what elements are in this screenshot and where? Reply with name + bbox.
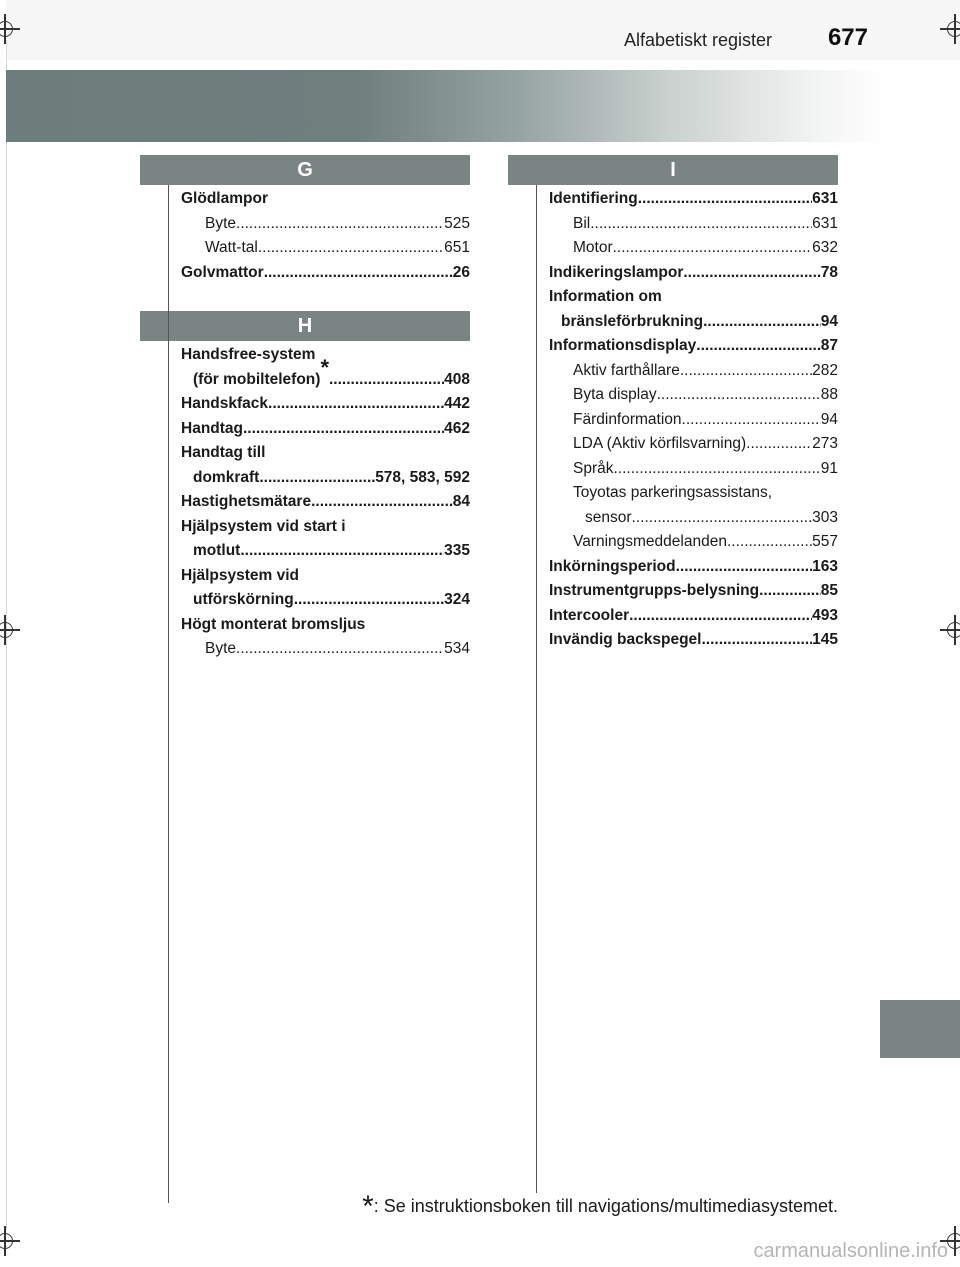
leader-dots (614, 457, 821, 482)
index-entry-term: Byte (205, 214, 237, 232)
index-entry (549, 457, 838, 482)
index-entry (549, 604, 838, 629)
leader-dots (258, 236, 444, 261)
index-entry-page: 324 (444, 591, 470, 608)
index-entry-term: domkraft (193, 468, 260, 486)
index-entry-term: Högt monterat bromsljus (181, 615, 366, 633)
page-number: 677 (827, 24, 868, 51)
leader-dots (264, 261, 453, 286)
index-entry-page: 85 (820, 582, 838, 599)
index-entry-term: LDA (Aktiv körfilsvarning) (573, 435, 747, 452)
index-entry-page: 303 (812, 508, 838, 526)
index-entry (549, 359, 838, 384)
index-entry-page: 525 (444, 214, 470, 232)
leader-dots (746, 432, 812, 457)
index-entry (549, 530, 838, 555)
index-entry-term: Varningsmeddelanden (573, 533, 727, 550)
index-entry-term: Aktiv farthållare (573, 361, 680, 379)
index-entry-page: 94 (820, 410, 838, 428)
index-entry (181, 613, 470, 638)
section-head-g: G (140, 155, 470, 185)
index-entry-term: bränsleförbrukning (561, 312, 704, 330)
footnote-text: : Se instruktionsboken till navigations/multimediasystemet. (373, 1196, 838, 1216)
index-entry-page: 163 (812, 557, 838, 575)
index-entry-page: 78 (820, 263, 838, 281)
index-entry-term: Hjälpsystem vid start i (181, 517, 346, 535)
leader-dots (590, 212, 812, 237)
footnote-ref-marker: * (320, 354, 329, 380)
leader-dots (236, 637, 444, 662)
index-entry-page: 26 (452, 263, 470, 281)
footnote-marker: * (362, 1190, 374, 1223)
registration-mark (0, 14, 20, 44)
thumb-index-tab (880, 1000, 960, 1058)
index-entry-term: Hastighetsmätare (181, 493, 312, 510)
leader-dots (629, 604, 812, 629)
index-entry (181, 441, 470, 466)
index-entry-term: Handsfree-system (181, 346, 316, 363)
index-entry (549, 212, 838, 237)
leader-dots (759, 579, 821, 604)
index-entry-term: Byte (205, 640, 237, 657)
index-entry (181, 236, 470, 261)
leader-dots (613, 236, 813, 261)
right-column-rule (536, 185, 537, 1193)
index-entry-page: 534 (444, 640, 470, 657)
index-entry (549, 310, 838, 335)
leader-dots (696, 334, 820, 359)
index-entry (549, 506, 838, 531)
leader-dots (683, 261, 820, 286)
index-entry (549, 261, 838, 286)
index-entry (549, 481, 838, 506)
index-entry-page: 493 (812, 606, 838, 624)
index-entry-page: 651 (444, 239, 470, 256)
index-entry-term: Handtag till (181, 444, 266, 461)
index-entry-term: Instrumentgrupps-belysning (549, 582, 760, 599)
leader-dots (682, 408, 821, 433)
index-entry-term: Hjälpsystem vid (181, 566, 300, 584)
index-entry (181, 637, 470, 662)
section-head-h: H (140, 311, 470, 341)
watermark: carmanualsonline.info (753, 1240, 948, 1262)
index-entry (181, 261, 470, 286)
index-entry (549, 408, 838, 433)
index-entry (549, 383, 838, 408)
index-entry-term: motlut (193, 542, 241, 559)
index-entry-page: 335 (444, 542, 470, 559)
index-entry-page: 84 (452, 493, 470, 510)
index-entry-page: 462 (444, 419, 470, 437)
registration-mark (0, 1226, 20, 1256)
index-entry (181, 564, 470, 589)
index-entry-term: Motor (573, 239, 613, 256)
registration-mark (940, 615, 960, 645)
index-entry (181, 515, 470, 540)
leader-dots (676, 555, 813, 580)
index-entry-term: Toyotas parkeringsassistans, (573, 484, 773, 501)
index-entry-term: Glödlampor (181, 190, 268, 207)
index-entry-term: Indikeringslampor (549, 263, 684, 281)
leader-dots (701, 628, 812, 653)
running-header-title: Alfabetiskt register (623, 30, 772, 50)
index-entry-term: Språk (573, 459, 614, 477)
index-entry-page: 88 (820, 386, 838, 403)
index-entry-page: 145 (812, 631, 838, 648)
index-entry (181, 392, 470, 417)
index-entry-page: 87 (820, 337, 838, 354)
index-entry-page: 408 (444, 370, 470, 388)
left-column-rule (168, 185, 169, 1203)
leader-dots (680, 359, 812, 384)
index-entry (549, 187, 838, 212)
index-list-h (181, 343, 470, 662)
leader-dots (240, 539, 444, 564)
index-entry (181, 466, 470, 491)
index-list-g (181, 187, 470, 285)
header-banner (6, 70, 886, 142)
index-entry-term: Handtag (181, 419, 243, 437)
index-entry (181, 490, 470, 515)
index-entry-page: 94 (820, 312, 838, 330)
leader-dots (727, 530, 812, 555)
index-entry (549, 285, 838, 310)
leader-dots (243, 417, 444, 442)
index-entry (181, 417, 470, 442)
index-entry-term: Handskfack (181, 395, 269, 412)
index-entry-page: 442 (444, 395, 470, 412)
leader-dots (259, 466, 375, 491)
index-entry-term: Byta display (573, 386, 657, 403)
index-entry-term: sensor (585, 508, 632, 526)
index-entry (181, 588, 470, 613)
index-entry-term: Intercooler (549, 606, 630, 624)
leader-dots (268, 392, 444, 417)
index-entry-term: Invändig backspegel (549, 631, 702, 648)
index-list-i (549, 187, 838, 653)
index-entry-page: 631 (812, 190, 838, 207)
index-entry-page: 282 (812, 361, 838, 379)
leader-dots (294, 588, 444, 613)
index-entry-page: 557 (812, 533, 838, 550)
leader-dots (657, 383, 821, 408)
leader-dots (236, 212, 444, 237)
registration-mark (940, 14, 960, 44)
index-entry (549, 628, 838, 653)
index-entry-page: 578, 583, 592 (375, 468, 470, 486)
index-entry (181, 539, 470, 564)
index-entry (181, 212, 470, 237)
index-entry-term: Information om (549, 288, 662, 305)
index-entry (549, 432, 838, 457)
section-head-i: I (508, 155, 838, 185)
index-entry (549, 555, 838, 580)
index-entry-page: 273 (812, 435, 838, 452)
footnote (362, 1190, 838, 1224)
index-entry-term: Identifiering (549, 190, 638, 207)
leader-dots (632, 506, 813, 531)
index-entry (181, 187, 470, 212)
leader-dots (329, 368, 444, 393)
index-entry-term: Bil (573, 214, 591, 232)
index-entry-term: utförskörning (193, 591, 294, 608)
index-entry-page: 632 (812, 239, 838, 256)
header-band (6, 0, 960, 60)
leader-dots (703, 310, 821, 335)
index-entry-term: (för mobiltelefon) (193, 370, 321, 388)
index-entry (549, 334, 838, 359)
index-entry-page: 631 (812, 214, 838, 232)
index-entry-term: Inkörningsperiod (549, 557, 676, 575)
index-entry-term: Informationsdisplay (549, 337, 697, 354)
leader-dots (311, 490, 453, 515)
index-entry-term: Golvmattor (181, 263, 264, 281)
index-entry (549, 579, 838, 604)
index-entry-page: 91 (820, 459, 838, 477)
index-entry-term: Färdinformation (573, 410, 682, 428)
leader-dots (638, 187, 812, 212)
index-entry (549, 236, 838, 261)
index-entry-term: Watt-tal (205, 239, 258, 256)
registration-mark (0, 615, 20, 645)
